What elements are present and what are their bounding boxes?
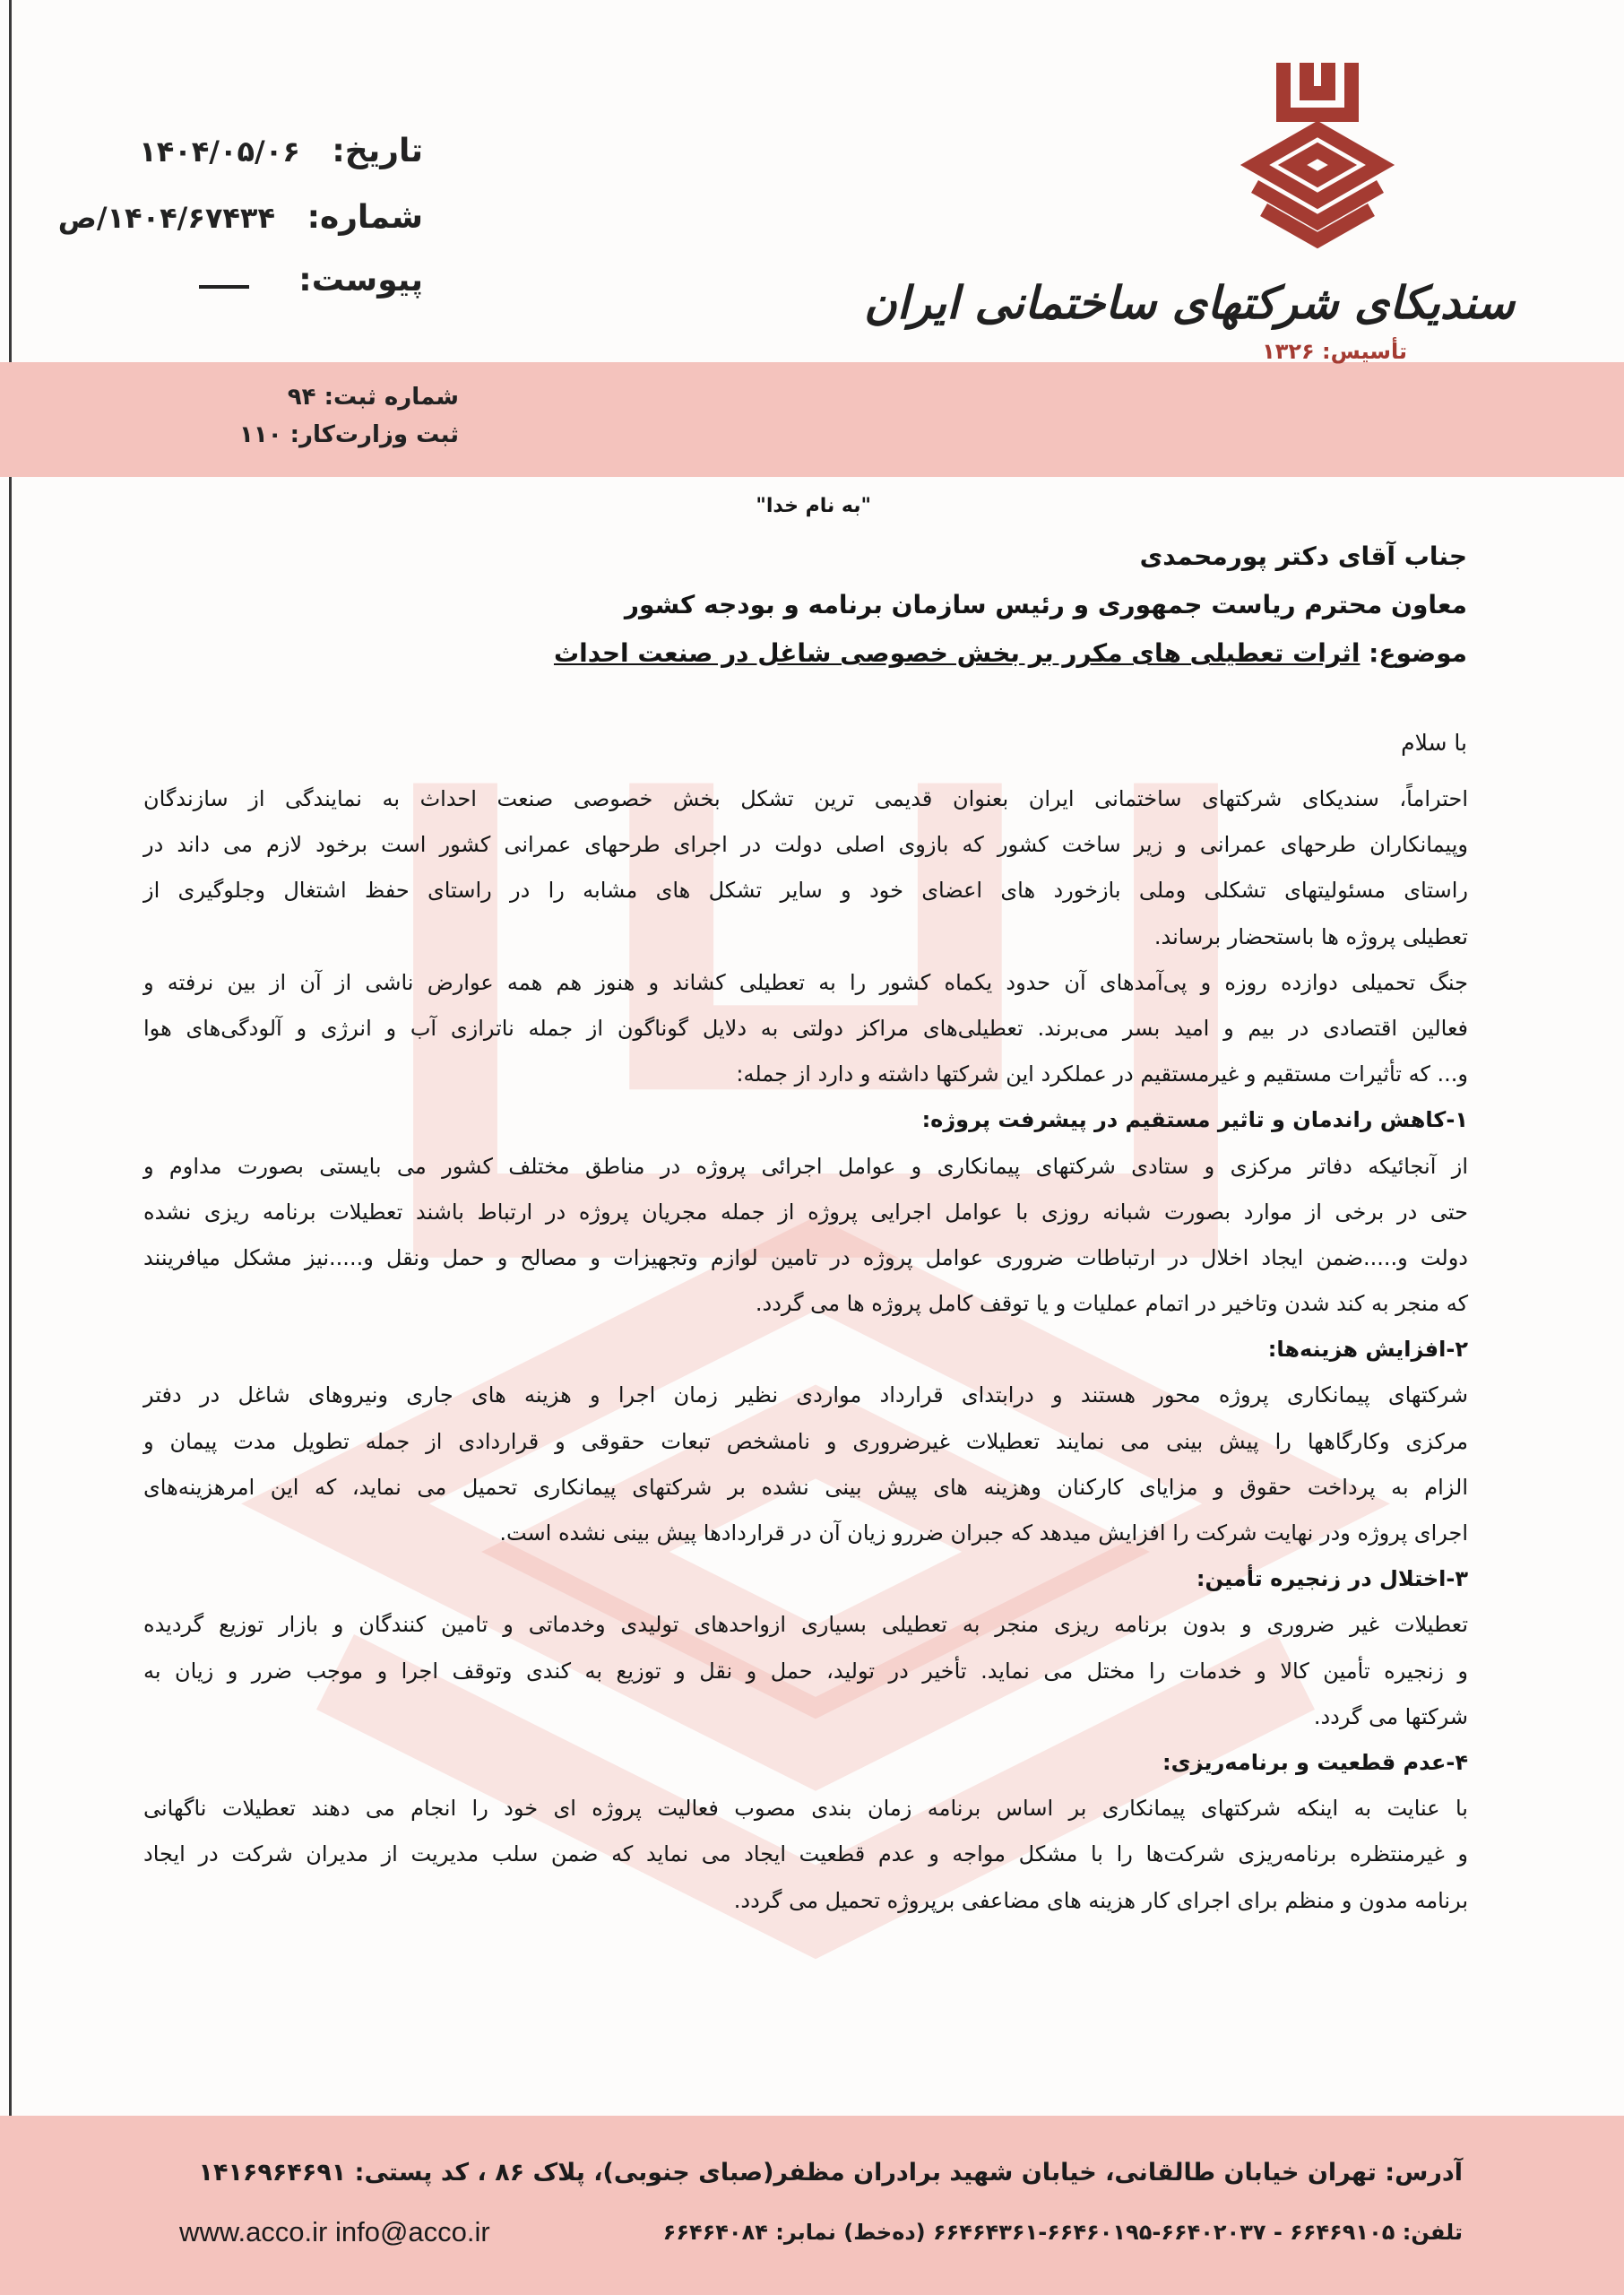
body-line: الزام به پرداخت حقوق و مزایای کارکنان وهزینه های پیش بینی نشده بر شرکتهای پیمانکاری تحمیل می نماید، که این امرهزینه‌های <box>143 1474 1468 1500</box>
body-line: جنگ تحمیلی دوازده روزه و پی‌آمدهای آن حدود یکماه کشور را به تعطیلی کشاند و هنوز هم همه عوارض ناشی از آن از بین نرفته و <box>143 969 1468 995</box>
section-heading: ۴-عدم قطعیت و برنامه‌ریزی: <box>1162 1749 1468 1775</box>
footer-address: آدرس: تهران خیابان طالقانی، خیابان شهید برادران مظفر(صبای جنوبی)، پلاک ۸۶ ، کد پستی: ۱۴۱۶۹۶۴۶۹۱ <box>198 2159 1463 2187</box>
attachment-empty-dash <box>199 285 249 289</box>
body-line: فعالین اقتصادی در بیم و امید بسر می‌برند. تعطیلی‌های مراکز دولتی به دلایل گوناگون از جمله ناترازی آب و انرژی و آلودگی‌های هوا <box>143 1015 1468 1041</box>
body-line: که منجر به کند شدن وتاخیر در اتمام عملیات و یا توقف کامل پروژه ها می گردد. <box>755 1291 1468 1317</box>
number-label: شماره: <box>307 199 423 236</box>
body-line: تعطیلی پروژه ها باستحضار برساند. <box>1153 923 1468 949</box>
date-label: تاریخ: <box>332 133 423 169</box>
date-row <box>139 133 423 169</box>
ministry-registration: ثبت وزارت‌کار: ۱۱۰ <box>239 421 459 448</box>
body-line: برنامه مدون و منظم برای اجرای کار هزینه های مضاعفی برپروژه تحمیل می گردد. <box>733 1887 1468 1913</box>
body-line: حتی در برخی از موارد بصورت شبانه روزی با عوامل اجرایی پروژه از جمله مجریان پروژه در ارتباط باشند تعطیلات برنامه ریزی نشده <box>143 1199 1468 1225</box>
body-line: تعطیلات غیر ضروری و بدون برنامه ریزی منجر به تعطیلی بسیاری ازواحدهای تولیدی وخدماتی و تامین کنندگان و بازار توزیع گردیده <box>143 1612 1468 1638</box>
logo-mark <box>1228 52 1407 267</box>
body-line: وپیمانکاران طرحهای عمرانی و زیر ساخت کشور که بازوی اصلی دولت در اجرای طرحهای عمرانی کشور است برخود لازم می داند در <box>143 832 1468 858</box>
body-line: شرکتهای پیمانکاری پروژه محور هستند و درابتدای قرارداد مواردی نظیر زمان اجرا و هزینه های جاری ونیروهای شاغل در دفتر <box>143 1382 1468 1408</box>
header-band <box>0 362 1624 477</box>
number-row <box>58 199 423 236</box>
subject-label: موضوع: <box>1369 638 1467 668</box>
subject-row <box>554 638 1467 668</box>
letter-heading: "به نام خدا" <box>756 495 871 517</box>
body-line: احتراماً، سندیکای شرکتهای ساختمانی ایران بعنوان قدیمی ترین تشکل بخش خصوصی صنعت احداث به نمایندگی از سازندگان <box>143 786 1468 811</box>
attachment-row <box>199 262 423 299</box>
logo-name: سندیکای شرکتهای ساختمانی ایران <box>863 276 1515 329</box>
letter-body <box>143 776 1468 1924</box>
section-heading: ۱-کاهش راندمان و تاثیر مستقیم در پیشرفت پروژه: <box>921 1107 1468 1133</box>
section-heading: ۳-اختلال در زنجیره تأمین: <box>1196 1566 1468 1592</box>
body-line: از آنجائیکه دفاتر مرکزی و ستادی شرکتهای پیمانکاری و عوامل اجرائی پروژه در مناطق مختلف کشور می بایستی بصورت مداوم و <box>143 1153 1468 1179</box>
footer-web-email: www.acco.ir info@acco.ir <box>179 2216 490 2247</box>
recipient-name: جناب آقای دکتر پورمحمدی <box>1139 541 1467 571</box>
registration-number: شماره ثبت: ۹۴ <box>287 384 459 411</box>
body-line: و غیرمنتظره برنامه‌ریزی شرکت‌ها را با مشکل مواجه و عدم قطعیت ایجاد می نماید که ضمن سلب مدیریت از مدیران شرکت در ایجاد <box>143 1841 1468 1867</box>
attachment-label: پیوست: <box>298 262 423 299</box>
logo-established: تأسیس: ۱۳۲۶ <box>1262 339 1407 364</box>
body-line: اجرای پروژه ودر نهایت شرکت را افزایش میدهد که جبران ضررو زیان آن در قراردادها پیش بینی نشده است. <box>499 1520 1468 1546</box>
body-line: راستای مسئولیتهای تشکلی وملی بازخورد های اعضای خود و سایر تشکل های مشابه را در راستای حفظ اشتغال وجلوگیری از <box>143 878 1468 904</box>
subject-text: اثرات تعطیلی های مکرر بر بخش خصوصی شاغل در صنعت احداث <box>553 638 1361 668</box>
logo-block <box>863 52 1524 375</box>
footer-phone: تلفن: ۶۶۴۶۹۱۰۵ - ۶۶۴۰۲۰۳۷-۶۶۴۶۰۱۹۵-۶۶۴۶۴۳۶۱ (ده‌خط) نمابر: ۶۶۴۶۴۰۸۴ <box>662 2220 1463 2245</box>
body-line: با عنایت به اینکه شرکتهای پیمانکاری بر اساس برنامه زمان بندی مصوب فعالیت پروژه ای خود را انجام می دهند تعطیلات ناگهانی <box>143 1796 1468 1822</box>
body-line: شرکتها می گردد. <box>1313 1703 1468 1729</box>
date-value: ۱۴۰۴/۰۵/۰۶ <box>139 134 300 169</box>
section-heading: ۲-افزایش هزینه‌ها: <box>1267 1337 1468 1363</box>
binding-line <box>9 0 12 2295</box>
body-line: مرکزی وکارگاهها را پیش بینی می نمایند تعطیلات غیرضروری و نامشخص تبعات حقوقی و قراردادی از جمله تطویل مدت پیمان و <box>143 1428 1468 1454</box>
number-value: ۱۴۰۴/۶۷۴۳۴/ص <box>57 201 275 235</box>
body-line: دولت و.....ضمن ایجاد اخلال در ارتباطات ضروری عوامل پروژه در تامین لوازم وتجهیزات و مصالح و حمل ونقل و.....نیز مشکل میافرینند <box>143 1244 1468 1270</box>
footer-band <box>0 2116 1624 2295</box>
greeting: با سلام <box>1401 730 1467 756</box>
recipient-title: معاون محترم ریاست جمهوری و رئیس سازمان برنامه و بودجه کشور <box>624 590 1467 619</box>
body-line: و... که تأثیرات مستقیم و غیرمستقیم در عملکرد این شرکتها داشته و دارد از جمله: <box>736 1061 1468 1087</box>
body-line: و زنجیره تأمین کالا و خدمات را مختل می نماید. تأخیر در تولید، حمل و نقل و توزیع به کندی وتوقف اجرا و موجب ضرر و زیان به <box>143 1658 1468 1684</box>
